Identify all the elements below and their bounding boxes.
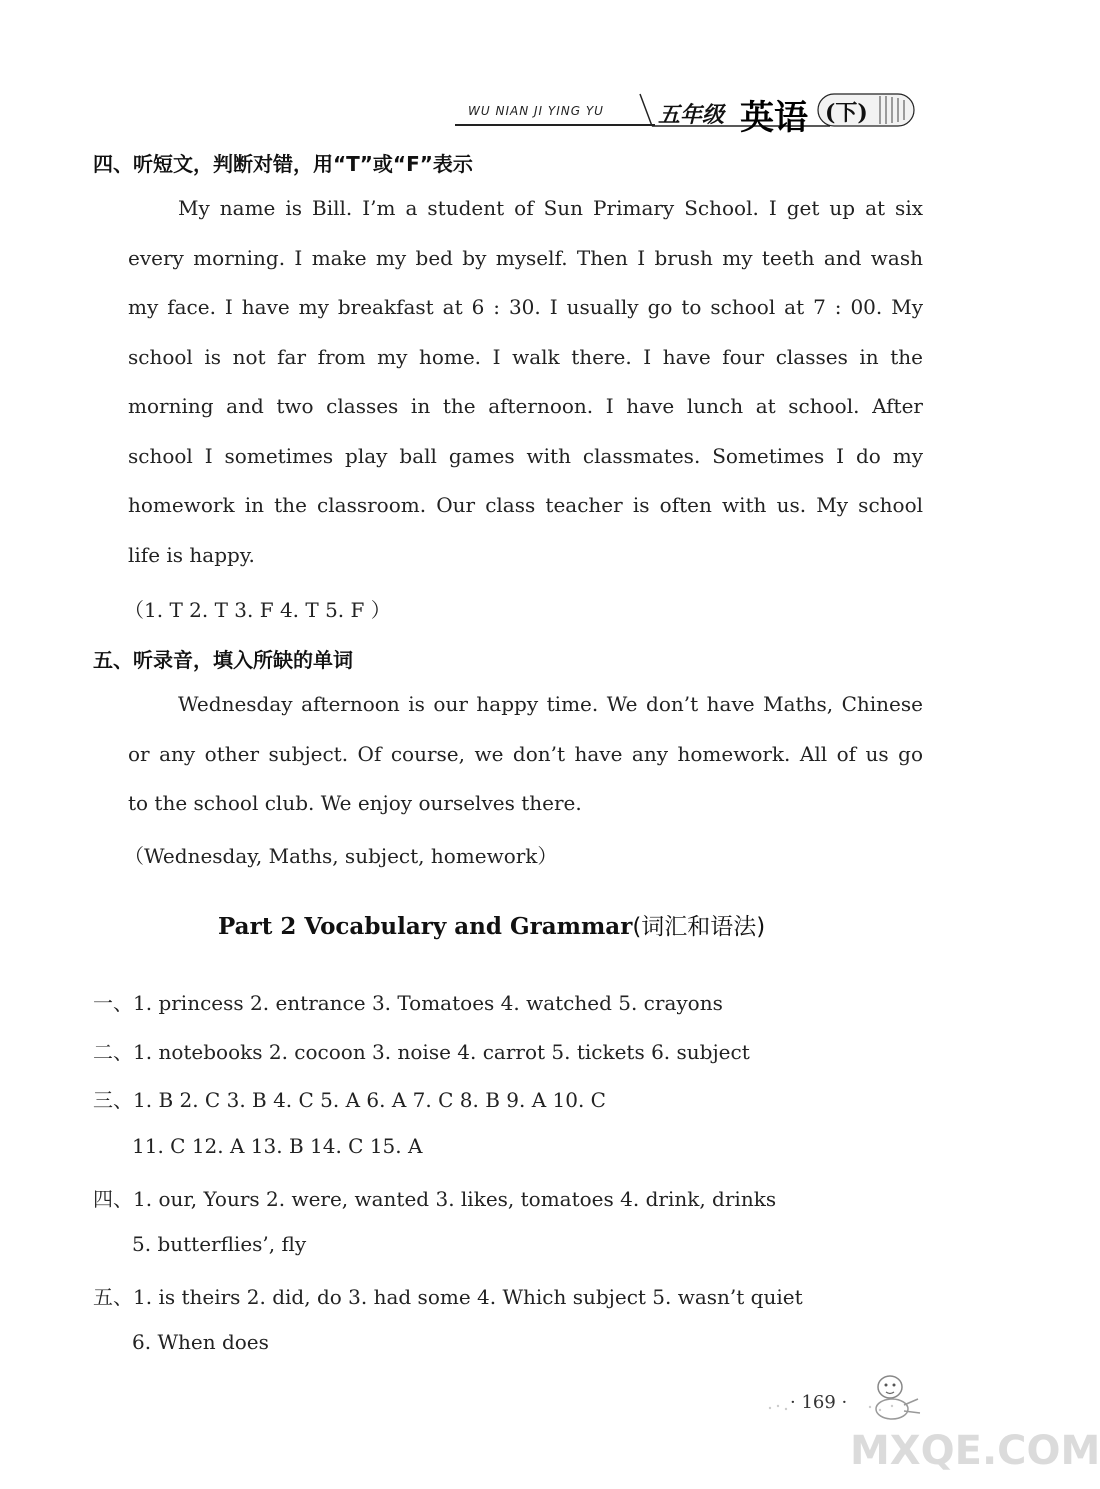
passage-line: or any other subject. Of course, we don’t have any homework. All of us go: [128, 741, 923, 766]
passage-line: school is not far from my home. I walk there. I have four classes in the: [128, 344, 923, 369]
passage-line: life is happy.: [128, 542, 255, 567]
answer-row: 11. C 12. A 13. B 14. C 15. A: [132, 1134, 423, 1158]
answer-row: 一、1. princess 2. entrance 3. Tomatoes 4. watched 5. crayons: [93, 991, 723, 1015]
page-number: · 169 ·: [790, 1392, 848, 1413]
header-badge: [640, 92, 920, 138]
passage-line: homework in the classroom. Our class teacher is often with us. My school: [128, 493, 923, 517]
section-5-passage: [128, 680, 923, 829]
answer-row: 三、1. B 2. C 3. B 4. C 5. A 6. A 7. C 8. B 9. A 10. C: [93, 1088, 606, 1112]
header-pinyin: WU NIAN JI YING YU: [468, 104, 604, 118]
passage-line: My name is Bill. I’m a student of Sun Primary School. I get up at six: [178, 196, 923, 220]
section-4-passage: [128, 184, 923, 580]
answer-row: 四、1. our, Yours 2. were, wanted 3. likes, tomatoes 4. drink, drinks: [93, 1187, 777, 1211]
part-2-title-cn: (词汇和语法): [632, 914, 766, 940]
passage-line: to the school club. We enjoy ourselves there.: [128, 791, 582, 815]
site-watermark: MXQE.COM: [850, 1428, 1100, 1474]
passage-line: morning and two classes in the afternoon. I have lunch at school. After: [128, 394, 923, 418]
section-4-heading: 四、听短文，判断对错，用“T”或“F”表示: [93, 152, 473, 176]
answer-row: 5. butterflies’, fly: [132, 1232, 307, 1256]
passage-line: every morning. I make my bed by myself. Then I brush my teeth and wash: [128, 245, 923, 270]
header-rule: [455, 124, 655, 126]
passage-line: school I sometimes play ball games with classmates. Sometimes I do my: [128, 443, 923, 468]
section-5-answers: （Wednesday, Maths, subject, homework）: [124, 844, 558, 868]
passage-line: Wednesday afternoon is our happy time. We don’t have Maths, Chinese: [178, 692, 923, 716]
part-2-title-en: Part 2 Vocabulary and Grammar: [218, 913, 633, 940]
part-2-title: [218, 908, 765, 941]
answer-row: 二、1. notebooks 2. cocoon 3. noise 4. carrot 5. tickets 6. subject: [93, 1040, 750, 1064]
section-5-heading: 五、听录音，填入所缺的单词: [93, 648, 353, 672]
section-4-answers: （1. T 2. T 3. F 4. T 5. F ）: [124, 598, 391, 622]
subject-label: 英语: [740, 98, 808, 138]
answer-row: 五、1. is theirs 2. did, do 3. had some 4. Which subject 5. wasn’t quiet: [93, 1285, 803, 1309]
answer-row: 6. When does: [132, 1330, 269, 1354]
passage-line: my face. I have my breakfast at 6 : 30. I usually go to school at 7 : 00. My: [128, 295, 923, 319]
cartoon-mascot-icon: [860, 1365, 930, 1425]
grade-label: 五年级: [658, 103, 725, 128]
volume-label: (下): [825, 100, 868, 126]
